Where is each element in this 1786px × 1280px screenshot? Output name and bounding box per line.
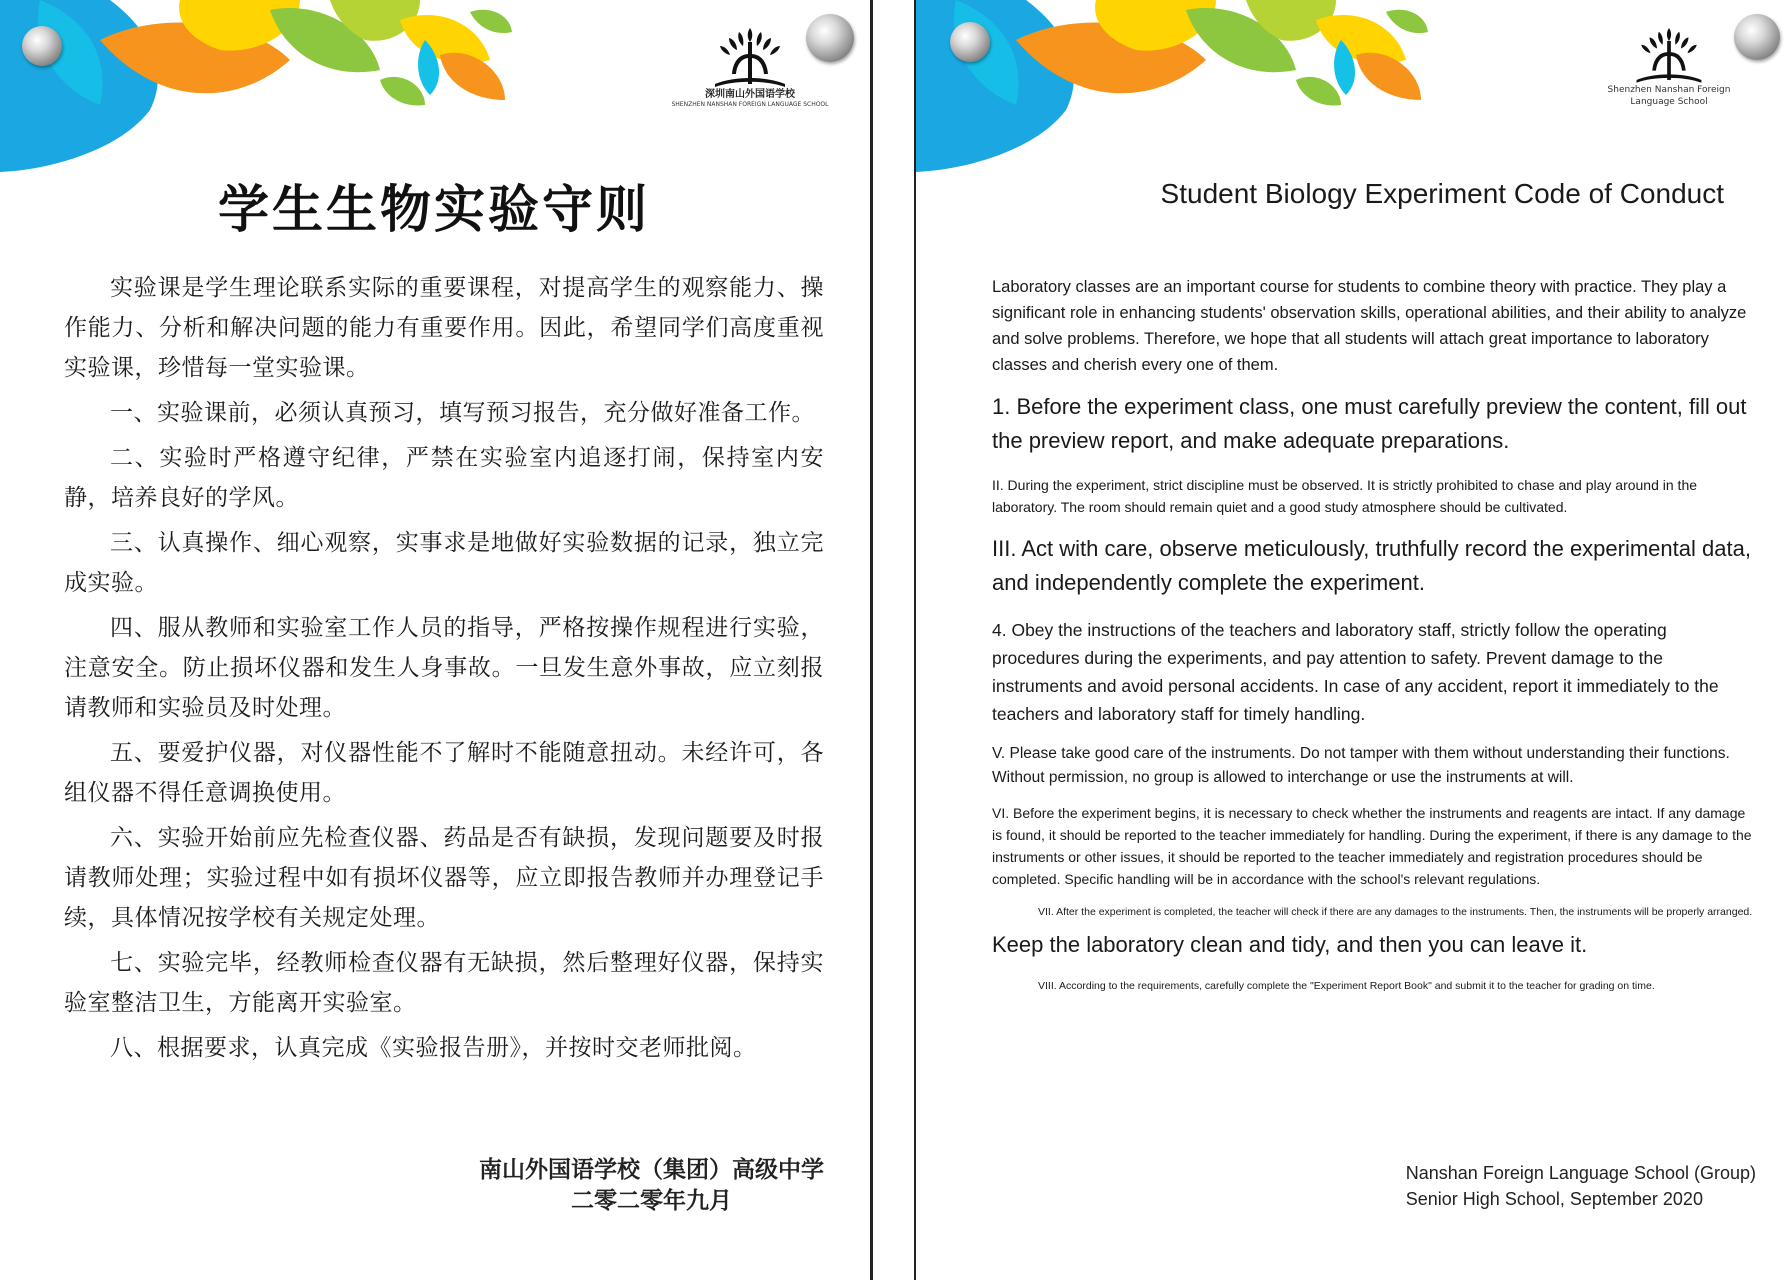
school-tree-emblem-icon [709,24,791,88]
rule-4: 4. Obey the instructions of the teachers and laboratory staff, strictly follow the operating procedures during the experiments, and pay attention to safety. Prevent damage to the instruments and avoid personal accidents. In case of any accident, report it immediately to the teachers and laboratory staff for timely handling. [992,620,1719,724]
rule-6: 六、实验开始前应先检查仪器、药品是否有缺损，发现问题要及时报请教师处理；实验过程中如有损坏仪器等，应立即报告教师并办理登记手续，具体情况按学校有关规定处理。 [64,825,824,931]
rule-6: VI. Before the experiment begins, it is necessary to check whether the instruments and reagents are intact. If any damage is found, it should be reported to the teacher immediately for handling. During the experiment, if there is any damage to the instruments or other issues, it should be reported to the teacher immediately and registration procedures should be completed. Specific handling will be in accordance with the school's relevant regulations. [992,805,1752,887]
thumbtack-icon [950,22,990,62]
signature-date: 二零二零年九月 [571,1188,732,1214]
thumbtack-icon [22,26,62,66]
school-name-cn: 深圳南山外国语学校 [705,89,795,100]
signature-org: 南山外国语学校（集团）高级中学 [479,1157,824,1183]
rule-2: 二、实验时严格遵守纪律，严禁在实验室内追逐打闹，保持室内安静，培养良好的学风。 [64,445,824,511]
rule-3: III. Act with care, observe meticulously, truthfully record the experimental data, and independently complete the experiment. [992,536,1751,595]
rule-1: 一、实验课前，必须认真预习，填写预习报告，充分做好准备工作。 [110,400,815,426]
rule-8: 八、根据要求，认真完成《实验报告册》，并按时交老师批阅。 [110,1035,757,1061]
school-name-line2: Language School [1630,97,1708,107]
signature [1406,1160,1756,1212]
rule-5: 五、要爱护仪器，对仪器性能不了解时不能随意扭动。未经许可，各组仪器不得任意调换使用。 [64,740,824,806]
school-name-line1: Shenzhen Nanshan Foreign [1607,85,1731,95]
rule-2: II. During the experiment, strict discipline must be observed. It is strictly prohibited to chase and play around in the laboratory. The room should remain quiet and a good study atmosphere should be cultivated. [992,477,1698,515]
page-title: 学生生物实验守则 [217,181,650,240]
signature [479,1155,824,1217]
intro-paragraph: 实验课是学生理论联系实际的重要课程，对提高学生的观察能力、操作能力、分析和解决问题的能力有重要作用。因此，希望同学们高度重视实验课，珍惜每一堂实验课。 [64,275,824,381]
rule-1: 1. Before the experiment class, one must carefully preview the content, fill out the preview report, and make adequate preparations. [992,394,1747,453]
page-title: Student Biology Experiment Code of Conduct [1160,178,1724,209]
rule-5: V. Please take good care of the instruments. Do not tamper with them without understanding their functions. Without permission, no group is allowed to interchange or use the instruments at will. [992,745,1730,786]
school-logo [660,24,840,109]
rule-7: 七、实验完毕，经教师检查仪器有无缺损，然后整理好仪器，保持实验室整洁卫生，方能离开实验室。 [64,950,824,1016]
school-logo [1594,24,1744,108]
rules-body [992,274,1754,1002]
rule-8: VIII. According to the requirements, carefully complete the "Experiment Report Book" and submit it to the teacher for grading on time. [1038,980,1655,992]
english-rules-page [916,0,1786,1280]
rule-7-part1: VII. After the experiment is completed, the teacher will check if there are any damages to the instruments. Then, the instruments will be properly arranged. [1038,906,1753,918]
signature-org: Nanshan Foreign Language School (Group) [1405,1163,1756,1183]
intro-paragraph: Laboratory classes are an important course for students to combine theory with practice. They play a significant role in enhancing students' observation skills, operational abilities, and their ability to analyze and solve problems. Therefore, we hope that all students will attach great importance to laboratory classes and cherish every one of them. [992,278,1747,374]
divider-left [870,0,873,1280]
rule-3: 三、认真操作、细心观察，实事求是地做好实验数据的记录，独立完成实验。 [64,530,824,596]
leaf-decoration [916,0,1476,175]
panel-gap [868,0,916,1280]
rule-4: 四、服从教师和实验室工作人员的指导，严格按操作规程进行实验，注意安全。防止损坏仪器和发生人身事故。一旦发生意外事故，应立刻报请教师和实验员及时处理。 [64,615,824,721]
rules-body [64,268,824,1073]
chinese-rules-page [0,0,868,1280]
leaf-decoration [0,0,560,175]
signature-date: Senior High School, September 2020 [1405,1189,1703,1209]
rule-7-part2: Keep the laboratory clean and tidy, and then you can leave it. [992,932,1588,957]
school-name-en: SHENZHEN NANSHAN FOREIGN LANGUAGE SCHOOL [671,101,829,108]
school-tree-emblem-icon [1631,24,1707,84]
